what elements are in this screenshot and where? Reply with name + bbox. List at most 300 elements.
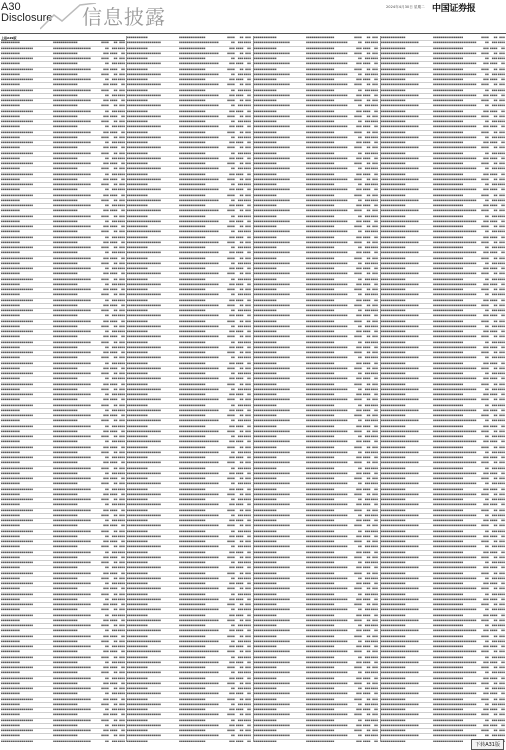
table-row: ■■■■■■■■■■■■■ ■■■■■■■■■■■■■■■■ ■■ ■■■ ■■■■ xyxy=(381,719,505,724)
table-row: ■■■■■■■■■■■ ■■■■■■■■■■■■■■ ■■ ■■■ ■■■■ xyxy=(127,404,251,409)
table-row: ■■■■■■■■■■■■■ ■■■■■■■■■■■■■■■■ ■■■ ■■■■ ■■ xyxy=(381,393,505,398)
table-row: ■■■■■■■■■■■■■■■■■■ ■■■■■■■■■■■■■■■■■■■■■ ■■■■ ■■ ■■■ xyxy=(127,650,251,655)
table-row: ■■■■■■■■■■■■■ ■■■■■■■■■■■■■■■■ ■■■■ ■■ ■■■ xyxy=(381,162,505,167)
table-row: ■■■■■■■■■■■ ■■■■■■■■■■■■■■ ■■■ ■■■■ ■■ xyxy=(127,236,251,241)
table-row: ■■■■■■■■■■■■■■■■■■ ■■■■■■■■■■■■■■■■■■■■■ ■■■ ■■■■ ■■ xyxy=(127,535,251,540)
table-row: ■■■■■■■■■■■■■ ■■■■■■■■■■■■■■■■ ■■■■ ■■ ■■■ xyxy=(381,99,505,104)
table-row: ■■■■■■■■■■ ■■■■■■■■■■■■■ ■■ ■■■ ■■■■ xyxy=(1,661,125,666)
table-row: ■■■■■■■■■■■■ ■■■■■■■■■■■■■■■ ■■■ ■■■■ ■■ xyxy=(254,740,378,743)
table-row: ■■■■■■■■■■■■ ■■■■■■■■■■■■■■■ ■■ ■■■ ■■■■ xyxy=(254,152,378,157)
table-row: ■■■■■■■■■■■■ ■■■■■■■■■■■■■■■ ■■■■ ■■ ■■■ xyxy=(254,477,378,482)
table-row: ■■■■■■■■■■■ ■■■■■■■■■■■■■■ ■■ ■■■ ■■■■ xyxy=(127,656,251,661)
table-row: ■■■■■■■■■■■■■■■■■ ■■■■■■■■■■■■■■■■■■■■ ■■■ ■■■■ ■■ xyxy=(1,729,125,734)
table-row: ■■■■■■■■■■■■■■■■■■ ■■■■■■■■■■■■■■■■■■■■■ ■■■ ■■■■ ■■ xyxy=(127,409,251,414)
table-row: ■■■■■■■■■■■■■ ■■■■■■■■■■■■■■■■ ■■ ■■■ ■■■■ xyxy=(381,57,505,62)
table-row: ■■■■■■■■■■■■■■■■■■■■ ■■■■■■■■■■■■■■■■■■■■■■■ ■■■■ ■■ ■■■ xyxy=(381,83,505,88)
table-row: ■■■■■■■■■■■ ■■■■■■■■■■■■■■ ■■■■ ■■ ■■■ xyxy=(127,162,251,167)
table-row: ■■■■■■■■■■■■■ ■■■■■■■■■■■■■■■■ ■■■ ■■■■ ■■ xyxy=(381,78,505,83)
table-row: ■■■■■■■■■■ ■■■■■■■■■■■■■ ■■■■ ■■ ■■■ xyxy=(1,262,125,267)
table-row: ■■■■■■■■■■■■■■■■■ ■■■■■■■■■■■■■■■■■■■■ ■■■■ ■■ ■■■ xyxy=(1,404,125,409)
table-row: ■■■■■■■■■■■■■■■■■ ■■■■■■■■■■■■■■■■■■■■ ■■■■ ■■ ■■■ xyxy=(1,278,125,283)
table-row: ■■■■■■■■■■■■■■■■■■ ■■■■■■■■■■■■■■■■■■■■■ ■■■■ ■■ ■■■ xyxy=(127,556,251,561)
table-row: ■■■■■■■■■■■■■■■■■ ■■■■■■■■■■■■■■■■■■■■ ■■■ ■■■■ ■■ xyxy=(1,635,125,640)
table-row: ■■■■■■■■■■■■■■■■■■ ■■■■■■■■■■■■■■■■■■■■■ ■■ ■■■ ■■■■ xyxy=(127,325,251,330)
table-row: ■■■■■■■■■■■■■■■■■■■■ ■■■■■■■■■■■■■■■■■■■■■■■ ■■■ ■■■■ ■■ xyxy=(381,283,505,288)
table-row: ■■■■■■■■■■■ ■■■■■■■■■■■■■■ ■■■■ ■■ ■■■ xyxy=(127,36,251,41)
table-row: ■■■■■■■■■■■■■ ■■■■■■■■■■■■■■■■ ■■ ■■■ ■■■■ xyxy=(381,530,505,535)
table-row: ■■■■■■■■■■■■ ■■■■■■■■■■■■■■■ ■■■■ ■■ ■■■ xyxy=(254,603,378,608)
table-row: ■■■■■■■■■■■■■■■■■■ ■■■■■■■■■■■■■■■■■■■■■ ■■ ■■■ ■■■■ xyxy=(127,577,251,582)
table-row: ■■■■■■■■■■■■ ■■■■■■■■■■■■■■■ ■■■■ ■■ ■■■ xyxy=(254,729,378,734)
table-row: ■■■■■■■■■■■■■■■■■■■■ ■■■■■■■■■■■■■■■■■■■■■■■ ■■■■ ■■ ■■■ xyxy=(381,587,505,592)
table-row: ■■■■■■■■■■■■■■■■■■■■ ■■■■■■■■■■■■■■■■■■■■■■■ ■■■ ■■■■ ■■ xyxy=(381,724,505,729)
table-row: ■■■■■■■■■■■■ ■■■■■■■■■■■■■■■ ■■■■ ■■ ■■■ xyxy=(254,635,378,640)
table-row: ■■■■■■■■■■■■■■■■■■■ ■■■■■■■■■■■■■■■■■■■■■■ ■■■ ■■■■ ■■ xyxy=(254,598,378,603)
table-row: ■■■■■■■■■■ ■■■■■■■■■■■■■ ■■ ■■■ ■■■■ xyxy=(1,629,125,634)
table-row: ■■■■■■■■■■■■■■■■■■■■ ■■■■■■■■■■■■■■■■■■■■■■■ ■■■■ ■■ ■■■ xyxy=(381,304,505,309)
table-row: ■■■■■■■■■■ ■■■■■■■■■■■■■ ■■ ■■■ ■■■■ xyxy=(1,692,125,697)
table-row: ■■■■■■■■■■■■ ■■■■■■■■■■■■■■■ ■■■ ■■■■ ■■ xyxy=(254,47,378,52)
table-row: ■■■■■■■■■■■■■■■■■ ■■■■■■■■■■■■■■■■■■■■ ■■ ■■■ ■■■■ xyxy=(1,330,125,335)
table-row: ■■■■■■■■■■■■■■■■■■■■ ■■■■■■■■■■■■■■■■■■■■■■■ ■■ ■■■ ■■■■ xyxy=(381,136,505,141)
table-row: ■■■■■■■■■■■■■■■■■ ■■■■■■■■■■■■■■■■■■■■ ■■ ■■■ ■■■■ xyxy=(1,267,125,272)
table-row: ■■■■■■■■■■■■ ■■■■■■■■■■■■■■■ ■■ ■■■ ■■■■ xyxy=(254,215,378,220)
table-row: ■■■■■■■■■■■■■■■■■ ■■■■■■■■■■■■■■■■■■■■ ■■■ ■■■■ ■■ xyxy=(1,540,125,545)
table-row: ■■■■■■■■■■■■■■■■■■ ■■■■■■■■■■■■■■■■■■■■■ ■■ ■■■ ■■■■ xyxy=(127,262,251,267)
table-row: ■■■■■■■■■■■■■■■■■■■■ ■■■■■■■■■■■■■■■■■■■■■■■ ■■■■ ■■ ■■■ xyxy=(381,272,505,277)
table-row: ■■■■■■■■■■■■■■■■■■■■ ■■■■■■■■■■■■■■■■■■■■■■■ ■■■ ■■■■ ■■ xyxy=(381,440,505,445)
table-row: ■■■■■■■■■■■■ ■■■■■■■■■■■■■■■ ■■ ■■■ ■■■■ xyxy=(254,530,378,535)
table-row: ■■■■■■■■■■■ ■■■■■■■■■■■■■■ ■■■ ■■■■ ■■ xyxy=(127,488,251,493)
table-row: ■■■■■■■■■■■■ ■■■■■■■■■■■■■■■ ■■ ■■■ ■■■■ xyxy=(254,719,378,724)
table-row: ■■■■■■■■■■ ■■■■■■■■■■■■■ ■■■ ■■■■ ■■ xyxy=(1,524,125,529)
table-row: ■■■■■■■■■■■ ■■■■■■■■■■■■■■ ■■■■ ■■ ■■■ xyxy=(127,99,251,104)
table-row: ■■■■■■■■■■■■■■■■■ ■■■■■■■■■■■■■■■■■■■■ ■■■■ ■■ ■■■ xyxy=(1,215,125,220)
table-row: ■■■■■■■■■■■ ■■■■■■■■■■■■■■ ■■ ■■■ ■■■■ xyxy=(127,719,251,724)
table-row: ■■■■■■■■■■ ■■■■■■■■■■■■■ ■■■ ■■■■ ■■ xyxy=(1,556,125,561)
table-row: ■■■■■■■■■■ ■■■■■■■■■■■■■ ■■■ ■■■■ ■■ xyxy=(1,304,125,309)
table-row: ■■■■■■■■■■■ ■■■■■■■■■■■■■■ ■■■■ ■■ ■■■ xyxy=(127,131,251,136)
table-row: ■■■■■■■■■■■■■■■■■■ ■■■■■■■■■■■■■■■■■■■■■ ■■■■ ■■ ■■■ xyxy=(127,209,251,214)
table-row: ■■■■■■■■■■■■■■■■■■■ ■■■■■■■■■■■■■■■■■■■■■■ ■■■ ■■■■ ■■ xyxy=(254,283,378,288)
table-row: ■■■■■■■■■■■■■■■■■■■ ■■■■■■■■■■■■■■■■■■■■■■ ■■■■ ■■ ■■■ xyxy=(254,367,378,372)
table-row: ■■■■■■■■■■■■■■■■■■■■ ■■■■■■■■■■■■■■■■■■■■■■■ ■■■ ■■■■ ■■ xyxy=(381,377,505,382)
table-row: ■■■■■■■■■■■■■■■■■■■■ ■■■■■■■■■■■■■■■■■■■■■■■ ■■ ■■■ ■■■■ xyxy=(381,608,505,613)
table-row: ■■■■■■■■■■■■■■■■■■■ ■■■■■■■■■■■■■■■■■■■■■■ ■■ ■■■ ■■■■ xyxy=(254,199,378,204)
table-row: ■■■■■■■■■■■■■■■■■ ■■■■■■■■■■■■■■■■■■■■ ■■■■ ■■ ■■■ xyxy=(1,498,125,503)
table-row: ■■■■■■■■■■ ■■■■■■■■■■■■■ ■■■ ■■■■ ■■ xyxy=(1,682,125,687)
table-row: ■■■■■■■■■■■■■■■■■ ■■■■■■■■■■■■■■■■■■■■ ■■■■ ■■ ■■■ xyxy=(1,89,125,94)
table-row: ■■■■■■■■■■■ ■■■■■■■■■■■■■■ ■■■■ ■■ ■■■ xyxy=(127,194,251,199)
table-row: ■■■■■■■■■■■■■■■■■■■ ■■■■■■■■■■■■■■■■■■■■■■ ■■■■ ■■ ■■■ xyxy=(254,241,378,246)
table-row: ■■■■■■■■■■■■■■■■■■ ■■■■■■■■■■■■■■■■■■■■■ ■■■ ■■■■ ■■ xyxy=(127,503,251,508)
table-row: ■■■■■■■■■■■■ ■■■■■■■■■■■■■■■ ■■■ ■■■■ ■■ xyxy=(254,173,378,178)
table-row: ■■■■■■■■■■■■ ■■■■■■■■■■■■■■■ ■■■ ■■■■ ■■ xyxy=(254,488,378,493)
table-row: ■■■■■■■■■■ ■■■■■■■■■■■■■ ■■■ ■■■■ ■■ xyxy=(1,146,125,151)
table-row: ■■■■■■■■■■■■■■■■■■ ■■■■■■■■■■■■■■■■■■■■■ ■■ ■■■ ■■■■ xyxy=(127,703,251,708)
section-name-english: Disclosure xyxy=(1,12,53,24)
table-row: ■■■■■■■■■■■■■■■■■ ■■■■■■■■■■■■■■■■■■■■ ■■■■ ■■ ■■■ xyxy=(1,183,125,188)
table-row: ■■■■■■■■■■■■■■■■■■■■ ■■■■■■■■■■■■■■■■■■■■■■■ ■■ ■■■ ■■■■ xyxy=(381,167,505,172)
table-row: ■■■■■■■■■■ ■■■■■■■■■■■■■ ■■■ ■■■■ ■■ xyxy=(1,335,125,340)
table-row: ■■■■■■■■■■■■■■■■■■ ■■■■■■■■■■■■■■■■■■■■■ ■■■■ ■■ ■■■ xyxy=(127,115,251,120)
table-row: ■■■■■■■■■■■■■■■■■ ■■■■■■■■■■■■■■■■■■■■ ■■ ■■■ ■■■■ xyxy=(1,362,125,367)
table-row: ■■■■■■■■■■■■■ ■■■■■■■■■■■■■■■■ ■■ ■■■ ■■■■ xyxy=(381,246,505,251)
table-row: ■■■■■■■■■■■■■■■■■ ■■■■■■■■■■■■■■■■■■■■ ■■ ■■■ ■■■■ xyxy=(1,740,125,743)
table-row: ■■■■■■■■■■■■■■■■■■■ ■■■■■■■■■■■■■■■■■■■■■■ ■■■ ■■■■ ■■ xyxy=(254,377,378,382)
table-row: ■■■■■■■■■■ ■■■■■■■■■■■■■ ■■■ ■■■■ ■■ xyxy=(1,713,125,718)
table-row: ■■■■■■■■■■■■■■■■■ ■■■■■■■■■■■■■■■■■■■■ ■■■ ■■■■ ■■ xyxy=(1,288,125,293)
table-row: ■■■■■■■■■■■■■■■■■ ■■■■■■■■■■■■■■■■■■■■ ■■■ ■■■■ ■■ xyxy=(1,666,125,671)
table-row: ■■■■■■■■■■■ ■■■■■■■■■■■■■■ ■■ ■■■ ■■■■ xyxy=(127,309,251,314)
table-row: ■■■■■■■■■■■■■■■■■ ■■■■■■■■■■■■■■■■■■■■ ■■■ ■■■■ ■■ xyxy=(1,225,125,230)
table-row: ■■■■■■■■■■■■■■■■■ ■■■■■■■■■■■■■■■■■■■■ ■■■■ ■■ ■■■ xyxy=(1,719,125,724)
table-row: ■■■■■■■■■■■■■ ■■■■■■■■■■■■■■■■ ■■■■ ■■ ■■■ xyxy=(381,225,505,230)
table-row: ■■■■■■■■■■■ ■■■■■■■■■■■■■■ ■■■■ ■■ ■■■ xyxy=(127,288,251,293)
table-row: ■■■■■■■■■■■■■■■■■■■ ■■■■■■■■■■■■■■■■■■■■■■ ■■ ■■■ ■■■■ xyxy=(254,419,378,424)
table-row: ■■■■■■■■■■■■■■■■■ ■■■■■■■■■■■■■■■■■■■■ ■■ ■■■ ■■■■ xyxy=(1,425,125,430)
table-row: ■■■■■■■■■■■■ ■■■■■■■■■■■■■■■ ■■ ■■■ ■■■■ xyxy=(254,593,378,598)
table-row: ■■■■■■■■■■ ■■■■■■■■■■■■■ ■■ ■■■ ■■■■ xyxy=(1,251,125,256)
table-row: ■■■■■■■■■■■ ■■■■■■■■■■■■■■ ■■■ ■■■■ ■■ xyxy=(127,614,251,619)
table-row: ■■■■■■■■■■■■■■■■■ ■■■■■■■■■■■■■■■■■■■■ ■■■ ■■■■ ■■ xyxy=(1,257,125,262)
table-row: ■■■■■■■■■■■■■■■■■■■ ■■■■■■■■■■■■■■■■■■■■■■ ■■ ■■■ ■■■■ xyxy=(254,167,378,172)
table-row: ■■■■■■■■■■■ ■■■■■■■■■■■■■■ ■■■■ ■■ ■■■ xyxy=(127,572,251,577)
table-row: ■■■■■■■■■■■ ■■■■■■■■■■■■■■ ■■ ■■■ ■■■■ xyxy=(127,57,251,62)
table-row: ■■■■■■■■■■■■ ■■■■■■■■■■■■■■■ ■■■■ ■■ ■■■ xyxy=(254,698,378,703)
table-row: ■■■■■■■■■■■■■ ■■■■■■■■■■■■■■■■ ■■■ ■■■■ ■■ xyxy=(381,456,505,461)
table-row: ■■■■■■■■■■■■■■■■■■■ ■■■■■■■■■■■■■■■■■■■■■■ ■■ ■■■ ■■■■ xyxy=(254,73,378,78)
table-row: ■■■■■■■■■■■■■ ■■■■■■■■■■■■■■■■ ■■ ■■■ ■■■■ xyxy=(381,183,505,188)
table-column xyxy=(254,36,378,742)
table-row: ■■■■■■■■■■■■■■■■■■■■ ■■■■■■■■■■■■■■■■■■■■■■■ ■■■ ■■■■ ■■ xyxy=(381,503,505,508)
table-row: ■■■■■■■■■■■■■ ■■■■■■■■■■■■■■■■ ■■■■ ■■ ■■■ xyxy=(381,635,505,640)
table-row: ■■■■■■■■■■■■■■■■■■■ ■■■■■■■■■■■■■■■■■■■■■■ ■■■■ ■■ ■■■ xyxy=(254,682,378,687)
table-row: ■■■■■■■■■■■■ ■■■■■■■■■■■■■■■ ■■■■ ■■ ■■■ xyxy=(254,351,378,356)
table-row: ■■■■■■■■■■■■■ ■■■■■■■■■■■■■■■■ ■■■■ ■■ ■■■ xyxy=(381,477,505,482)
table-row: ■■■■■■■■■■■■■■■■■■■■ ■■■■■■■■■■■■■■■■■■■■■■■ ■■■■ ■■ ■■■ xyxy=(381,461,505,466)
table-row: ■■■■■■■■■■■■■■■■■ ■■■■■■■■■■■■■■■■■■■■ ■■■■ ■■ ■■■ xyxy=(1,561,125,566)
table-row: ■■■■■■■■■■■■■■■■■ ■■■■■■■■■■■■■■■■■■■■ ■■ ■■■ ■■■■ xyxy=(1,519,125,524)
page-header xyxy=(0,0,506,40)
table-row: ■■■■■■■■■■ ■■■■■■■■■■■■■ ■■ ■■■ ■■■■ xyxy=(1,220,125,225)
table-row: ■■■■■■■■■■ ■■■■■■■■■■■■■ ■■■ ■■■■ ■■ xyxy=(1,83,125,88)
table-row: ■■■■■■■■■■ ■■■■■■■■■■■■■ ■■■■ ■■ ■■■ xyxy=(1,482,125,487)
table-row: ■■■■■■■■■■■■■ ■■■■■■■■■■■■■■■■ ■■■ ■■■■ ■■ xyxy=(381,677,505,682)
table-row: ■■■■■■■■■■■■■■■■■■■ ■■■■■■■■■■■■■■■■■■■■■■ ■■■■ ■■ ■■■ xyxy=(254,304,378,309)
continued-on-next-page: 下转A31版 xyxy=(471,739,504,750)
table-row: ■■■■■■■■■■■■■■■■■■■ ■■■■■■■■■■■■■■■■■■■■■■ ■■■ ■■■■ ■■ xyxy=(254,314,378,319)
table-row: ■■■■■■■■■■■■ ■■■■■■■■■■■■■■■ ■■ ■■■ ■■■■ xyxy=(254,372,378,377)
table-row: ■■■■■■■■■■■■■■■■■■ ■■■■■■■■■■■■■■■■■■■■■ ■■■■ ■■ ■■■ xyxy=(127,304,251,309)
table-row: ■■■■■■■■■■■■■■■■■■ ■■■■■■■■■■■■■■■■■■■■■ ■■■■ ■■ ■■■ xyxy=(127,430,251,435)
table-row: ■■■■■■■■■■■■■■■■■■■ ■■■■■■■■■■■■■■■■■■■■■■ ■■■ ■■■■ ■■ xyxy=(254,188,378,193)
table-row: ■■■■■■■■■■■■■■■■■■■■ ■■■■■■■■■■■■■■■■■■■■■■■ ■■ ■■■ ■■■■ xyxy=(381,293,505,298)
table-row: ■■■■■■■■■■■■ ■■■■■■■■■■■■■■■ ■■ ■■■ ■■■■ xyxy=(254,435,378,440)
table-row: ■■■■■■■■■■■■■■■■■■■■ ■■■■■■■■■■■■■■■■■■■■■■■ ■■ ■■■ ■■■■ xyxy=(381,262,505,267)
table-row: ■■■■■■■■■■■ ■■■■■■■■■■■■■■ ■■ ■■■ ■■■■ xyxy=(127,593,251,598)
table-row: ■■■■■■■■■■■■ ■■■■■■■■■■■■■■■ ■■■ ■■■■ ■■ xyxy=(254,645,378,650)
table-row: ■■■■■■■■■■■■■■■■■■ ■■■■■■■■■■■■■■■■■■■■■ ■■■ ■■■■ ■■ xyxy=(127,283,251,288)
table-row: ■■■■■■■■■■■■■■■■■ ■■■■■■■■■■■■■■■■■■■■ ■■■■ ■■ ■■■ xyxy=(1,57,125,62)
table-row: ■■■■■■■■■■■■■■■■■ ■■■■■■■■■■■■■■■■■■■■ ■■■■ ■■ ■■■ xyxy=(1,341,125,346)
table-row: ■■■■■■■■■■■ ■■■■■■■■■■■■■■ ■■■ ■■■■ ■■ xyxy=(127,267,251,272)
table-row: ■■■■■■■■■■■■■■■■■ ■■■■■■■■■■■■■■■■■■■■ ■■■ ■■■■ ■■ xyxy=(1,698,125,703)
table-row: ■■■■■■■■■■■■■■■■■ ■■■■■■■■■■■■■■■■■■■■ ■■ ■■■ ■■■■ xyxy=(1,677,125,682)
table-row: ■■■■■■■■■■ ■■■■■■■■■■■■■ ■■■■ ■■ ■■■ xyxy=(1,293,125,298)
table-row: ■■■■■■■■■■■■ ■■■■■■■■■■■■■■■ ■■■■ ■■ ■■■ xyxy=(254,162,378,167)
issue-date: 2024年4月30日 星期二 xyxy=(386,5,425,9)
table-row: ■■■■■■■■■■■■■■■■■■■ ■■■■■■■■■■■■■■■■■■■■■■ ■■ ■■■ ■■■■ xyxy=(254,293,378,298)
table-row: ■■■■■■■■■■■ ■■■■■■■■■■■■■■ ■■ ■■■ ■■■■ xyxy=(127,120,251,125)
table-row: ■■■■■■■■■■■■■■■■■■■ ■■■■■■■■■■■■■■■■■■■■■■ ■■ ■■■ ■■■■ xyxy=(254,608,378,613)
table-row: ■■■■■■■■■■■■■ ■■■■■■■■■■■■■■■■ ■■ ■■■ ■■■■ xyxy=(381,89,505,94)
table-row: ■■■■■■■■■■■■■ ■■■■■■■■■■■■■■■■ ■■■ ■■■■ ■■ xyxy=(381,236,505,241)
table-row: ■■■■■■■■■■■■■■■■■ ■■■■■■■■■■■■■■■■■■■■ ■■■■ ■■ ■■■ xyxy=(1,530,125,535)
table-row: ■■■■■■■■■■■■■■■■■■ ■■■■■■■■■■■■■■■■■■■■■ ■■ ■■■ ■■■■ xyxy=(127,73,251,78)
table-row: ■■■■■■■■■■■ ■■■■■■■■■■■■■■ ■■■ ■■■■ ■■ xyxy=(127,362,251,367)
table-row: ■■■■■■■■■■■■■■■■■■ ■■■■■■■■■■■■■■■■■■■■■ ■■■ ■■■■ ■■ xyxy=(127,598,251,603)
table-row: ■■■■■■■■■■■■ ■■■■■■■■■■■■■■■ ■■■ ■■■■ ■■ xyxy=(254,299,378,304)
table-row: ■■■■■■■■■■■■ ■■■■■■■■■■■■■■■ ■■ ■■■ ■■■■ xyxy=(254,656,378,661)
table-row: ■■■■■■■■■■■■■■■■■■■■ ■■■■■■■■■■■■■■■■■■■■■■■ ■■■■ ■■ ■■■ xyxy=(381,493,505,498)
table-row: ■■■■■■■■■■■■■■■■■■ ■■■■■■■■■■■■■■■■■■■■■ ■■■■ ■■ ■■■ xyxy=(127,493,251,498)
table-row: ■■■■■■■■■■■■■■■■■■■■ ■■■■■■■■■■■■■■■■■■■■■■■ ■■■■ ■■ ■■■ xyxy=(381,713,505,718)
table-row: ■■■■■■■■■■■■■■■■■■■■ ■■■■■■■■■■■■■■■■■■■■■■■ ■■■ ■■■■ ■■ xyxy=(381,566,505,571)
table-row: ■■■■■■■■■■■■■■■■■■■ ■■■■■■■■■■■■■■■■■■■■■■ ■■■ ■■■■ ■■ xyxy=(254,724,378,729)
table-row: ■■■■■■■■■■■■■ ■■■■■■■■■■■■■■■■ ■■ ■■■ ■■■■ xyxy=(381,152,505,157)
table-row: ■■■■■■■■■■■■■■■■■■ ■■■■■■■■■■■■■■■■■■■■■ ■■■■ ■■ ■■■ xyxy=(127,241,251,246)
page-number: A30 xyxy=(1,1,21,13)
table-row: ■■■■■■■■■■■ ■■■■■■■■■■■■■■ ■■■ ■■■■ ■■ xyxy=(127,78,251,83)
table-row: ■■■■■■■■■■■■■■■■■ ■■■■■■■■■■■■■■■■■■■■ ■■ ■■■ ■■■■ xyxy=(1,299,125,304)
table-row: ■■■■■■■■■■ ■■■■■■■■■■■■■ ■■■ ■■■■ ■■ xyxy=(1,398,125,403)
table-row: ■■■■■■■■■■■■■■■■■ ■■■■■■■■■■■■■■■■■■■■ ■■■■ ■■ ■■■ xyxy=(1,120,125,125)
table-row: ■■■■■■■■■■ ■■■■■■■■■■■■■ ■■■■ ■■ ■■■ xyxy=(1,419,125,424)
table-row: ■■■■■■■■■■■■■■■■■■■■ ■■■■■■■■■■■■■■■■■■■■■■■ ■■■ ■■■■ ■■ xyxy=(381,188,505,193)
table-row: ■■■■■■■■■■■■■■■■■ ■■■■■■■■■■■■■■■■■■■■ ■■■ ■■■■ ■■ xyxy=(1,351,125,356)
table-row: ■■■■■■■■■■■■■■■■■■ ■■■■■■■■■■■■■■■■■■■■■ ■■ ■■■ ■■■■ xyxy=(127,293,251,298)
table-row: ■■■■■■■■■■■■■■■■■■■■ ■■■■■■■■■■■■■■■■■■■■■■■ ■■ ■■■ ■■■■ xyxy=(381,199,505,204)
table-row: ■■■■■■■■■■■■■■■■■■■ ■■■■■■■■■■■■■■■■■■■■■■ ■■■■ ■■ ■■■ xyxy=(254,713,378,718)
table-row: ■■■■■■■■■■ ■■■■■■■■■■■■■ ■■■ ■■■■ ■■ xyxy=(1,178,125,183)
table-row: ■■■■■■■■■■■■■■■■■■ ■■■■■■■■■■■■■■■■■■■■■ ■■■ ■■■■ ■■ xyxy=(127,692,251,697)
table-row: ■■■■■■■■■■ ■■■■■■■■■■■■■ ■■ ■■■ ■■■■ xyxy=(1,440,125,445)
table-row: ■■■■■■■■■■■■■■■■■■■■ ■■■■■■■■■■■■■■■■■■■■■■■ ■■■ ■■■■ ■■ xyxy=(381,346,505,351)
table-row: ■■■■■■■■■■■■■■■■■■■ ■■■■■■■■■■■■■■■■■■■■■■ ■■ ■■■ ■■■■ xyxy=(254,388,378,393)
table-row: ■■■■■■■■■■■■■ ■■■■■■■■■■■■■■■■ ■■ ■■■ ■■■■ xyxy=(381,404,505,409)
table-row: ■■■■■■■■■■■■ ■■■■■■■■■■■■■■■ ■■■ ■■■■ ■■ xyxy=(254,425,378,430)
table-row: ■■■■■■■■■■■ ■■■■■■■■■■■■■■ ■■■ ■■■■ ■■ xyxy=(127,299,251,304)
table-row: ■■■■■■■■■■■■ ■■■■■■■■■■■■■■■ ■■■■ ■■ ■■■ xyxy=(254,99,378,104)
table-row: ■■■■■■■■■■■■■■■■■■ ■■■■■■■■■■■■■■■■■■■■■ ■■ ■■■ ■■■■ xyxy=(127,419,251,424)
table-row: ■■■■■■■■■■■■■■■■■■■■ ■■■■■■■■■■■■■■■■■■■■■■■ ■■ ■■■ ■■■■ xyxy=(381,577,505,582)
table-row: ■■■■■■■■■■■■ ■■■■■■■■■■■■■■■ ■■■ ■■■■ ■■ xyxy=(254,393,378,398)
table-row: ■■■■■■■■■■ ■■■■■■■■■■■■■ ■■■■ ■■ ■■■ xyxy=(1,356,125,361)
table-row: ■■■■■■■■■■■ ■■■■■■■■■■■■■■ ■■■ ■■■■ ■■ xyxy=(127,110,251,115)
table-row: ■■■■■■■■■■■■■ ■■■■■■■■■■■■■■■■ ■■■■ ■■ ■■■ xyxy=(381,603,505,608)
table-row: ■■■■■■■■■■■■■■■■■■■■ ■■■■■■■■■■■■■■■■■■■■■■■ ■■■ ■■■■ ■■ xyxy=(381,692,505,697)
table-row: ■■■■■■■■■■■■■■■■■■■ ■■■■■■■■■■■■■■■■■■■■■■ ■■■■ ■■ ■■■ xyxy=(254,587,378,592)
table-row: ■■■■■■■■■■■■■■■■■■ ■■■■■■■■■■■■■■■■■■■■■ ■■■ ■■■■ ■■ xyxy=(127,661,251,666)
table-row: ■■■■■■■■■■■■■■■■■■ ■■■■■■■■■■■■■■■■■■■■■ ■■ ■■■ ■■■■ xyxy=(127,608,251,613)
table-row: ■■■■■■■■■■■■■■■■■■■ ■■■■■■■■■■■■■■■■■■■■■■ ■■ ■■■ ■■■■ xyxy=(254,356,378,361)
table-row: ■■■■■■■■■■■■■ ■■■■■■■■■■■■■■■■ ■■■ ■■■■ ■■ xyxy=(381,47,505,52)
table-row: ■■■■■■■■■■■■■■■■■ ■■■■■■■■■■■■■■■■■■■■ ■■■■ ■■ ■■■ xyxy=(1,593,125,598)
table-row: ■■■■■■■■■■■ ■■■■■■■■■■■■■■ ■■ ■■■ ■■■■ xyxy=(127,89,251,94)
table-row: ■■■■■■■■■■■■■■■■■■ ■■■■■■■■■■■■■■■■■■■■■ ■■ ■■■ ■■■■ xyxy=(127,640,251,645)
table-row: ■■■■■■■■■■■ ■■■■■■■■■■■■■■ ■■■ ■■■■ ■■ xyxy=(127,740,251,743)
table-row: ■■■■■■■■■■■ ■■■■■■■■■■■■■■ ■■■ ■■■■ ■■ xyxy=(127,173,251,178)
table-row: ■■■■■■■■■■ ■■■■■■■■■■■■■ ■■ ■■■ ■■■■ xyxy=(1,503,125,508)
table-row: ■■■■■■■■■■■■■■■■■ ■■■■■■■■■■■■■■■■■■■■ ■■■■ ■■ ■■■ xyxy=(1,624,125,629)
table-row: ■■■■■■■■■■■ ■■■■■■■■■■■■■■ ■■■ ■■■■ ■■ xyxy=(127,708,251,713)
table-row: ■■■■■■■■■■ ■■■■■■■■■■■■■ ■■ ■■■ ■■■■ xyxy=(1,125,125,130)
table-row: ■■■■■■■■■■ ■■■■■■■■■■■■■ ■■■ ■■■■ ■■ xyxy=(1,587,125,592)
table-row: ■■■■■■■■■■■■■■■■■ ■■■■■■■■■■■■■■■■■■■■ ■■ ■■■ ■■■■ xyxy=(1,645,125,650)
table-row: ■■■■■■■■■■■■ ■■■■■■■■■■■■■■■ ■■■ ■■■■ ■■ xyxy=(254,708,378,713)
table-row: ■■■■■■■■■■■■ ■■■■■■■■■■■■■■■ ■■■■ ■■ ■■■ xyxy=(254,68,378,73)
table-row: ■■■■■■■■■■■■■■■■■■■■ ■■■■■■■■■■■■■■■■■■■■■■■ ■■■ ■■■■ ■■ xyxy=(381,94,505,99)
table-row: ■■■■■■■■■■■■■■■■■■ ■■■■■■■■■■■■■■■■■■■■■ ■■■ ■■■■ ■■ xyxy=(127,566,251,571)
table-row: ■■■■■■■■■■■ ■■■■■■■■■■■■■■ ■■■ ■■■■ ■■ xyxy=(127,204,251,209)
table-row: ■■■■■■■■■■■■■ ■■■■■■■■■■■■■■■■ ■■■■ ■■ ■■■ xyxy=(381,729,505,734)
table-row: ■■■■■■■■■■■■■ ■■■■■■■■■■■■■■■■ ■■■ ■■■■ ■■ xyxy=(381,110,505,115)
table-row: ■■■■■■■■■■■■■■■■■ ■■■■■■■■■■■■■■■■■■■■ ■■ ■■■ ■■■■ xyxy=(1,582,125,587)
table-row: ■■■■■■■■■■■■ ■■■■■■■■■■■■■■■ ■■ ■■■ ■■■■ xyxy=(254,183,378,188)
table-row: ■■■■■■■■■■■■■ ■■■■■■■■■■■■■■■■ ■■■ ■■■■ ■■ xyxy=(381,708,505,713)
table-row: ■■■■■■■■■■■■■ ■■■■■■■■■■■■■■■■ ■■■■ ■■ ■■■ xyxy=(381,351,505,356)
table-row: ■■■■■■■■■■■■ ■■■■■■■■■■■■■■■ ■■ ■■■ ■■■■ xyxy=(254,89,378,94)
table-row: ■■■■■■■■■■■■■■■■■ ■■■■■■■■■■■■■■■■■■■■ ■■ ■■■ ■■■■ xyxy=(1,173,125,178)
table-row: ■■■■■■■■■■■ ■■■■■■■■■■■■■■ ■■■■ ■■ ■■■ xyxy=(127,383,251,388)
table-row: ■■■■■■■■■■■■■■■■■■ ■■■■■■■■■■■■■■■■■■■■■ ■■ ■■■ ■■■■ xyxy=(127,167,251,172)
table-row: ■■■■■■■■■■■■■■■■■■ ■■■■■■■■■■■■■■■■■■■■■ ■■■■ ■■ ■■■ xyxy=(127,587,251,592)
table-row: ■■■■■■■■■■ ■■■■■■■■■■■■■ ■■■■ ■■ ■■■ xyxy=(1,545,125,550)
table-row: ■■■■■■■■■■■■■ ■■■■■■■■■■■■■■■■ ■■ ■■■ ■■■■ xyxy=(381,498,505,503)
table-row: ■■■■■■■■■■■■ ■■■■■■■■■■■■■■■ ■■■ ■■■■ ■■ xyxy=(254,677,378,682)
table-row: ■■■■■■■■■■■■■■■■■■ ■■■■■■■■■■■■■■■■■■■■■ ■■■ ■■■■ ■■ xyxy=(127,157,251,162)
table-row: ■■■■■■■■■■■ ■■■■■■■■■■■■■■ ■■■■ ■■ ■■■ xyxy=(127,257,251,262)
table-row: ■■■■■■■■■■■ ■■■■■■■■■■■■■■ ■■■ ■■■■ ■■ xyxy=(127,551,251,556)
table-row: ■■■■■■■■■■■■■■■■■■ ■■■■■■■■■■■■■■■■■■■■■ ■■■■ ■■ ■■■ xyxy=(127,524,251,529)
table-row: ■■■■■■■■■■ ■■■■■■■■■■■■■ ■■■ ■■■■ ■■ xyxy=(1,115,125,120)
table-row: ■■■■■■■■■■■■ ■■■■■■■■■■■■■■■ ■■ ■■■ ■■■■ xyxy=(254,120,378,125)
table-row: ■■■■■■■■■■■■■ ■■■■■■■■■■■■■■■■ ■■■■ ■■ ■■■ xyxy=(381,131,505,136)
table-row: ■■■■■■■■■■■■■■■■■■■■ ■■■■■■■■■■■■■■■■■■■■■■■ ■■ ■■■ ■■■■ xyxy=(381,73,505,78)
table-row: ■■■■■■■■■■■■■■■■■■■■ ■■■■■■■■■■■■■■■■■■■■■■■ ■■ ■■■ ■■■■ xyxy=(381,41,505,46)
table-row: ■■■■■■■■■■■■■■■■■■ ■■■■■■■■■■■■■■■■■■■■■ ■■ ■■■ ■■■■ xyxy=(127,671,251,676)
table-row: ■■■■■■■■■■■■■■■■■■■■ ■■■■■■■■■■■■■■■■■■■■■■■ ■■ ■■■ ■■■■ xyxy=(381,388,505,393)
table-row: ■■■■■■■■■■■■■■■■■■■ ■■■■■■■■■■■■■■■■■■■■■■ ■■ ■■■ ■■■■ xyxy=(254,262,378,267)
table-row: ■■■■■■■■■■■■■■■■■■■■ ■■■■■■■■■■■■■■■■■■■■■■■ ■■■■ ■■ ■■■ xyxy=(381,430,505,435)
table-row: ■■■■■■■■■■■ ■■■■■■■■■■■■■■ ■■ ■■■ ■■■■ xyxy=(127,372,251,377)
table-row: ■■■■■■■■■■■■■■■■■■ ■■■■■■■■■■■■■■■■■■■■■ ■■ ■■■ ■■■■ xyxy=(127,199,251,204)
table-row: ■■■■■■■■■■■■■■■■■■ ■■■■■■■■■■■■■■■■■■■■■ ■■■ ■■■■ ■■ xyxy=(127,724,251,729)
table-row: ■■■■■■■■■■■ ■■■■■■■■■■■■■■ ■■■ ■■■■ ■■ xyxy=(127,141,251,146)
table-row: ■■■■■■■■■■■■■■■■■ ■■■■■■■■■■■■■■■■■■■■ ■■ ■■■ ■■■■ xyxy=(1,614,125,619)
table-row: ■■■■■■■■■■■■■■■■■■■ ■■■■■■■■■■■■■■■■■■■■■■ ■■■■ ■■ ■■■ xyxy=(254,209,378,214)
table-row: ■■■■■■■■■■■■ ■■■■■■■■■■■■■■■ ■■ ■■■ ■■■■ xyxy=(254,57,378,62)
table-row: ■■■■■■■■■■■■■■■■■■■ ■■■■■■■■■■■■■■■■■■■■■■ ■■■ ■■■■ ■■ xyxy=(254,220,378,225)
table-row: ■■■■■■■■■■ ■■■■■■■■■■■■■ ■■■ ■■■■ ■■ xyxy=(1,619,125,624)
table-row: ■■■■■■■■■■■■■■■■■■■ ■■■■■■■■■■■■■■■■■■■■■■ ■■■■ ■■ ■■■ xyxy=(254,650,378,655)
table-row: ■■■■■■■■■■■■■■■■■■ ■■■■■■■■■■■■■■■■■■■■■ ■■ ■■■ ■■■■ xyxy=(127,230,251,235)
table-row: ■■■■■■■■■■■■■■■■■■■■ ■■■■■■■■■■■■■■■■■■■■■■■ ■■■■ ■■ ■■■ xyxy=(381,556,505,561)
table-row: ■■■■■■■■■■■ ■■■■■■■■■■■■■■ ■■■■ ■■ ■■■ xyxy=(127,729,251,734)
table-row: ■■■■■■■■■■■■■■■■■■ ■■■■■■■■■■■■■■■■■■■■■ ■■ ■■■ ■■■■ xyxy=(127,356,251,361)
table-row: ■■■■■■■■■■■■■■■■■■■■ ■■■■■■■■■■■■■■■■■■■■■■■ ■■■ ■■■■ ■■ xyxy=(381,535,505,540)
table-row: ■■■■■■■■■■ ■■■■■■■■■■■■■ ■■ ■■■ ■■■■ xyxy=(1,566,125,571)
table-row: ■■■■■■■■■■■■■■■■■■■ ■■■■■■■■■■■■■■■■■■■■■■ ■■ ■■■ ■■■■ xyxy=(254,41,378,46)
table-row: ■■■■■■■■■■■■■■■■■■ ■■■■■■■■■■■■■■■■■■■■■ ■■■ ■■■■ ■■ xyxy=(127,472,251,477)
table-row: ■■■■■■■■■■■■■■■■■■■ ■■■■■■■■■■■■■■■■■■■■■■ ■■■ ■■■■ ■■ xyxy=(254,157,378,162)
table-row: ■■■■■■■■■■■■■■■■■■■■ ■■■■■■■■■■■■■■■■■■■■■■■ ■■■ ■■■■ ■■ xyxy=(381,409,505,414)
table-row: ■■■■■■■■■■■■■ ■■■■■■■■■■■■■■■■ ■■■■ ■■ ■■■ xyxy=(381,36,505,41)
table-row: ■■■■■■■■■■■■■■■■■■■ ■■■■■■■■■■■■■■■■■■■■■■ ■■■■ ■■ ■■■ xyxy=(254,83,378,88)
table-column xyxy=(381,36,505,742)
table-row: ■■■■■■■■■■■ ■■■■■■■■■■■■■■ ■■■■ ■■ ■■■ xyxy=(127,540,251,545)
table-row: ■■■■■■■■■■■■■■■■■■■ ■■■■■■■■■■■■■■■■■■■■■■ ■■ ■■■ ■■■■ xyxy=(254,640,378,645)
table-row: ■■■■■■■■■■■■■■■■■ ■■■■■■■■■■■■■■■■■■■■ ■■■■ ■■ ■■■ xyxy=(1,372,125,377)
table-row: ■■■■■■■■■■■■■ ■■■■■■■■■■■■■■■■ ■■■ ■■■■ ■■ xyxy=(381,425,505,430)
table-row: ■■■■■■■■■■■ ■■■■■■■■■■■■■■ ■■■ ■■■■ ■■ xyxy=(127,456,251,461)
table-row: ■■■■■■■■■■■■■ ■■■■■■■■■■■■■■■■ ■■■ ■■■■ ■■ xyxy=(381,488,505,493)
table-row: ■■■■■■■■■■■■■■■■■■■■ ■■■■■■■■■■■■■■■■■■■■■■■ ■■ ■■■ ■■■■ xyxy=(381,671,505,676)
table-row: ■■■■■■■■■■■■■■■■■■ ■■■■■■■■■■■■■■■■■■■■■ ■■ ■■■ ■■■■ xyxy=(127,136,251,141)
table-row: ■■■■■■■■■■ ■■■■■■■■■■■■■ ■■■ ■■■■ ■■ xyxy=(1,461,125,466)
table-row: ■■■■■■■■■■■■■■■■■■ ■■■■■■■■■■■■■■■■■■■■■ ■■■■ ■■ ■■■ xyxy=(127,682,251,687)
table-row: ■■■■■■■■■■ ■■■■■■■■■■■■■ ■■■■ ■■ ■■■ xyxy=(1,703,125,708)
table-row: ■■■■■■■■■■■ ■■■■■■■■■■■■■■ ■■ ■■■ ■■■■ xyxy=(127,183,251,188)
table-row: ■■■■■■■■■■■■■■■■■■■■ ■■■■■■■■■■■■■■■■■■■■■■■ ■■■■ ■■ ■■■ xyxy=(381,682,505,687)
column-divider xyxy=(380,36,381,742)
header-rule xyxy=(0,33,506,34)
section-name-chinese: 信息披露 xyxy=(82,5,166,29)
table-row: ■■■■■■■■■■■■■ ■■■■■■■■■■■■■■■■ ■■■■ ■■ ■■■ xyxy=(381,540,505,545)
table-row: ■■■■■■■■■■■ ■■■■■■■■■■■■■■ ■■■■ ■■ ■■■ xyxy=(127,68,251,73)
table-row: ■■■■■■■■■■ ■■■■■■■■■■■■■ ■■■■ ■■ ■■■ xyxy=(1,73,125,78)
table-row: ■■■■■■■■■■■■■■■■■■■ ■■■■■■■■■■■■■■■■■■■■■■ ■■■■ ■■ ■■■ xyxy=(254,335,378,340)
table-row: ■■■■■■■■■■■■ ■■■■■■■■■■■■■■■ ■■■ ■■■■ ■■ xyxy=(254,582,378,587)
table-row: ■■■■■■■■■■■■■■■■■■ ■■■■■■■■■■■■■■■■■■■■■ ■■■ ■■■■ ■■ xyxy=(127,440,251,445)
table-row: ■■■■■■■■■■■■■■■■■ ■■■■■■■■■■■■■■■■■■■■ ■■■ ■■■■ ■■ xyxy=(1,414,125,419)
table-row: ■■■■■■■■■■■ ■■■■■■■■■■■■■■ ■■■■ ■■ ■■■ xyxy=(127,698,251,703)
table-row: ■■■■■■■■■■■■■■■■■ ■■■■■■■■■■■■■■■■■■■■ ■■ ■■■ ■■■■ xyxy=(1,236,125,241)
table-row: ■■■■■■■■■■■■ ■■■■■■■■■■■■■■■ ■■■■ ■■ ■■■ xyxy=(254,509,378,514)
table-row: ■■■■■■■■■■■■ ■■■■■■■■■■■■■■■ ■■■ ■■■■ ■■ xyxy=(254,330,378,335)
table-row: ■■■■■■■■■■■■■■■■■■ ■■■■■■■■■■■■■■■■■■■■■ ■■■■ ■■ ■■■ xyxy=(127,146,251,151)
table-row: ■■■■■■■■■■■■■ ■■■■■■■■■■■■■■■■ ■■■ ■■■■ ■■ xyxy=(381,582,505,587)
table-row: ■■■■■■■■■■■ ■■■■■■■■■■■■■■ ■■ ■■■ ■■■■ xyxy=(127,435,251,440)
table-row: ■■■■■■■■■■■■■■■■■■ ■■■■■■■■■■■■■■■■■■■■■ ■■■■ ■■ ■■■ xyxy=(127,398,251,403)
table-row: ■■■■■■■■■■■■ ■■■■■■■■■■■■■■■ ■■■■ ■■ ■■■ xyxy=(254,36,378,41)
table-row: ■■■■■■■■■■■■■■■■■■■ ■■■■■■■■■■■■■■■■■■■■■■ ■■■ ■■■■ ■■ xyxy=(254,251,378,256)
table-column xyxy=(127,36,251,742)
table-row: ■■■■■■■■■■■■■ ■■■■■■■■■■■■■■■■ ■■ ■■■ ■■■■ xyxy=(381,624,505,629)
table-row: ■■■■■■■■■■■■■■■■■■ ■■■■■■■■■■■■■■■■■■■■■ ■■■ ■■■■ ■■ xyxy=(127,629,251,634)
table-row: ■■■■■■■■■■■■■■■■■■ ■■■■■■■■■■■■■■■■■■■■■ ■■■ ■■■■ ■■ xyxy=(127,251,251,256)
table-row: ■■■■■■■■■■■■ ■■■■■■■■■■■■■■■ ■■■■ ■■ ■■■ xyxy=(254,131,378,136)
table-row: ■■■■■■■■■■■■■■■■■ ■■■■■■■■■■■■■■■■■■■■ ■■■ ■■■■ ■■ xyxy=(1,131,125,136)
table-row: ■■■■■■■■■■■■■ ■■■■■■■■■■■■■■■■ ■■ ■■■ ■■■■ xyxy=(381,467,505,472)
table-row: ■■■■■■■■■■■■■■■■■■■ ■■■■■■■■■■■■■■■■■■■■■■ ■■ ■■■ ■■■■ xyxy=(254,514,378,519)
table-row: ■■■■■■■■■■■■■ ■■■■■■■■■■■■■■■■ ■■■■ ■■ ■■■ xyxy=(381,257,505,262)
table-row: ■■■■■■■■■■■■■■■■■■■■ ■■■■■■■■■■■■■■■■■■■■■■■ ■■ ■■■ ■■■■ xyxy=(381,230,505,235)
table-row: ■■■■■■■■■■■■■ ■■■■■■■■■■■■■■■■ ■■■ ■■■■ ■■ xyxy=(381,141,505,146)
table-row: ■■■■■■■■■■■ ■■■■■■■■■■■■■■ ■■■■ ■■ ■■■ xyxy=(127,666,251,671)
table-row: ■■■■■■■■■■■■■■■■■■■■ ■■■■■■■■■■■■■■■■■■■■■■■ ■■■■ ■■ ■■■ xyxy=(381,209,505,214)
